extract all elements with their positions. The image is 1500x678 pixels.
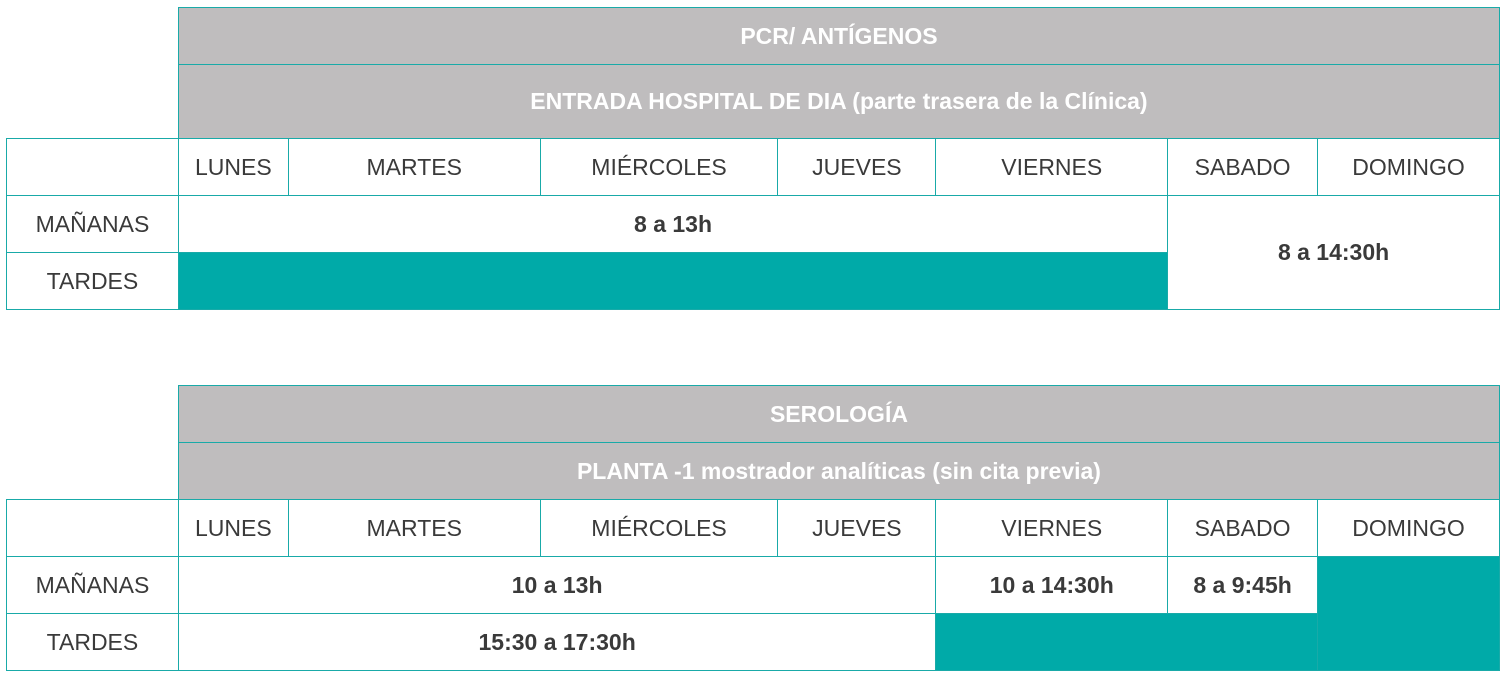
day-jueves: JUEVES — [778, 500, 936, 557]
serology-sunday-closed — [1318, 557, 1500, 671]
serology-saturday-morning-hours: 8 a 9:45h — [1168, 557, 1318, 614]
row-label-mananas: MAÑANAS — [7, 196, 179, 253]
day-viernes: VIERNES — [936, 139, 1168, 196]
day-lunes: LUNES — [178, 139, 288, 196]
corner-cell — [7, 65, 179, 139]
serology-fri-sat-afternoon-closed — [936, 614, 1318, 671]
day-sabado: SABADO — [1168, 500, 1318, 557]
pcr-schedule-table — [6, 7, 1500, 310]
serology-title: SEROLOGÍA — [178, 386, 1499, 443]
day-domingo: DOMINGO — [1318, 500, 1500, 557]
serology-mon-thu-morning-hours: 10 a 13h — [178, 557, 935, 614]
pcr-title: PCR/ ANTÍGENOS — [178, 8, 1499, 65]
serology-friday-morning-hours: 10 a 14:30h — [936, 557, 1168, 614]
pcr-weekday-morning-hours: 8 a 13h — [178, 196, 1167, 253]
pcr-weekday-afternoon-closed — [178, 253, 1167, 310]
corner-cell — [7, 443, 179, 500]
serology-schedule-table — [6, 385, 1500, 671]
day-sabado: SABADO — [1168, 139, 1318, 196]
day-martes: MARTES — [288, 139, 540, 196]
row-label-tardes: TARDES — [7, 253, 179, 310]
day-jueves: JUEVES — [778, 139, 936, 196]
row-label-tardes: TARDES — [7, 614, 179, 671]
corner-cell — [7, 386, 179, 443]
day-header-blank — [7, 139, 179, 196]
day-viernes: VIERNES — [936, 500, 1168, 557]
corner-cell — [7, 8, 179, 65]
serology-mon-thu-afternoon-hours: 15:30 a 17:30h — [178, 614, 935, 671]
day-lunes: LUNES — [178, 500, 288, 557]
day-miercoles: MIÉRCOLES — [540, 500, 778, 557]
day-header-blank — [7, 500, 179, 557]
day-miercoles: MIÉRCOLES — [540, 139, 778, 196]
day-domingo: DOMINGO — [1318, 139, 1500, 196]
pcr-location: ENTRADA HOSPITAL DE DIA (parte trasera de la Clínica) — [178, 65, 1499, 139]
row-label-mananas: MAÑANAS — [7, 557, 179, 614]
pcr-weekend-hours: 8 a 14:30h — [1168, 196, 1500, 310]
serology-location: PLANTA -1 mostrador analíticas (sin cita previa) — [178, 443, 1499, 500]
day-martes: MARTES — [288, 500, 540, 557]
